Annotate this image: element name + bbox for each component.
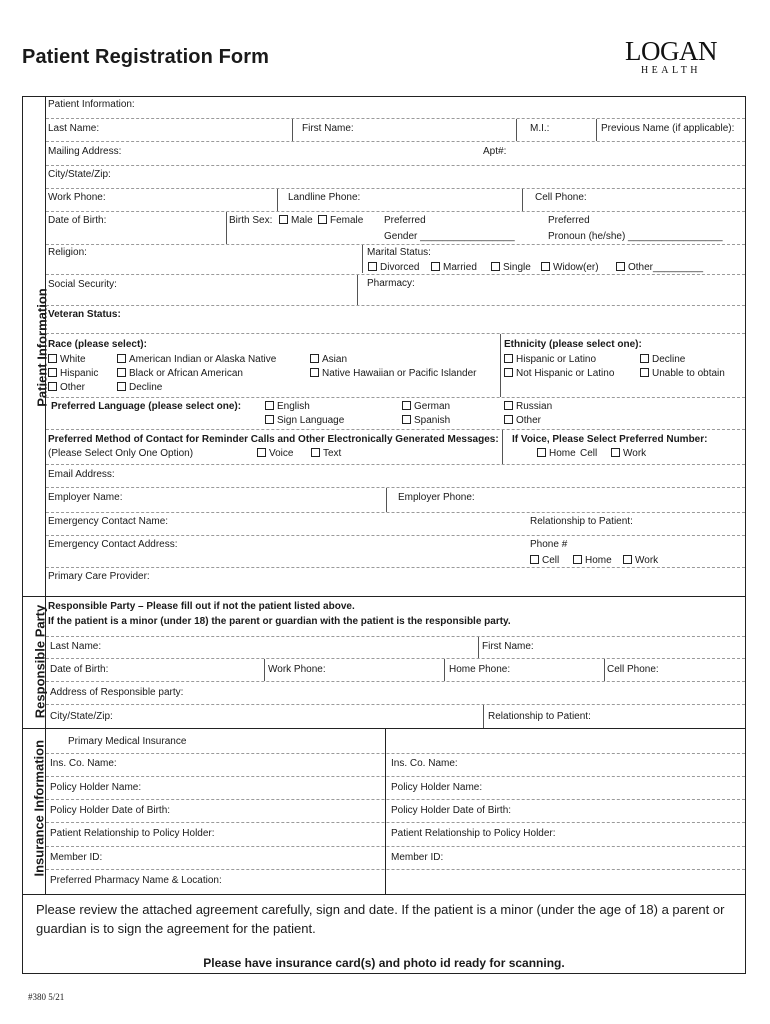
checkbox-icon bbox=[310, 368, 319, 377]
responsible-note-1: Responsible Party – Please fill out if not the patient listed above. bbox=[48, 601, 355, 612]
rule bbox=[46, 636, 745, 637]
eth-unable-checkbox[interactable] bbox=[640, 368, 725, 380]
single-label: Single bbox=[503, 262, 531, 273]
voice-work-label: Work bbox=[623, 448, 647, 459]
checkbox-icon bbox=[279, 215, 288, 224]
rule bbox=[46, 658, 745, 659]
rule bbox=[46, 274, 745, 275]
divider bbox=[357, 275, 358, 305]
contact-voice-checkbox[interactable] bbox=[257, 448, 293, 460]
race-decline-label: Decline bbox=[129, 382, 163, 393]
resp-first-name-field[interactable]: First Name: bbox=[482, 641, 534, 652]
race-hawaiian-label: Native Hawaiian or Pacific Islander bbox=[322, 368, 477, 379]
checkbox-icon bbox=[504, 401, 513, 410]
eth-decline-label: Decline bbox=[652, 354, 686, 365]
race-decline-checkbox[interactable] bbox=[117, 382, 162, 394]
cell-phone-field[interactable]: Cell Phone: bbox=[535, 192, 587, 203]
rule bbox=[46, 869, 745, 870]
race-header: Race (please select): bbox=[48, 339, 147, 350]
ins2-member-id-field[interactable]: Member ID: bbox=[391, 852, 444, 863]
emergency-contact-name-field[interactable]: Emergency Contact Name: bbox=[48, 516, 169, 527]
rule bbox=[46, 244, 745, 245]
race-white-label: White bbox=[60, 354, 86, 365]
email-field[interactable]: Email Address: bbox=[48, 469, 115, 480]
divider bbox=[478, 637, 479, 658]
resp-relationship-field[interactable]: Relationship to Patient: bbox=[488, 711, 591, 722]
lang-english-checkbox[interactable] bbox=[265, 401, 310, 413]
divider bbox=[522, 189, 523, 211]
married-label: Married bbox=[443, 262, 477, 273]
lang-other-checkbox[interactable] bbox=[504, 415, 541, 427]
ins1-relationship-field[interactable]: Patient Relationship to Policy Holder: bbox=[50, 828, 215, 839]
primary-insurance-label: Primary Medical Insurance bbox=[68, 736, 187, 747]
resp-last-name-field[interactable]: Last Name: bbox=[50, 641, 102, 652]
race-hispanic-label: Hispanic bbox=[60, 368, 99, 379]
divorced-label: Divorced bbox=[380, 262, 420, 273]
contact-voice-label: Voice bbox=[269, 448, 294, 459]
apt-field[interactable]: Apt#: bbox=[483, 146, 507, 157]
agreement-note: Please review the attached agreement carefully, sign and date. If the patient is a minor (under the age of 18) a parent or guardian is to sign the agreement for the patient. bbox=[36, 902, 725, 936]
race-white-checkbox[interactable] bbox=[48, 354, 86, 366]
checkbox-icon bbox=[48, 354, 57, 363]
lang-russian-label: Russian bbox=[516, 401, 553, 412]
contact-method-header: Preferred Method of Contact for Reminder Calls and Other Electronically Generated Messages: bbox=[48, 434, 499, 445]
voice-home-label: Home bbox=[549, 448, 576, 459]
contact-method-sub: (Please Select Only One Option) bbox=[48, 448, 194, 459]
pharmacy-field[interactable]: Pharmacy: bbox=[367, 278, 415, 289]
divorced-checkbox[interactable] bbox=[368, 262, 419, 274]
social-security-field[interactable]: Social Security: bbox=[48, 279, 117, 290]
primary-care-provider-field[interactable]: Primary Care Provider: bbox=[48, 571, 150, 582]
first-name-field[interactable]: First Name: bbox=[302, 123, 354, 134]
logo-subtitle: HEALTH bbox=[640, 65, 702, 76]
divider bbox=[604, 659, 605, 681]
rule bbox=[46, 822, 745, 823]
lang-sign-checkbox[interactable] bbox=[265, 415, 344, 427]
checkbox-icon bbox=[402, 415, 411, 424]
preferred-pronoun-field[interactable]: Pronoun (he/she) _________________ bbox=[548, 231, 723, 242]
other-marital-label: Other_________ bbox=[628, 262, 704, 273]
ins2-holder-dob-field[interactable]: Policy Holder Date of Birth: bbox=[391, 805, 512, 816]
resp-city-field[interactable]: City/State/Zip: bbox=[50, 711, 113, 722]
city-state-zip-field[interactable]: City/State/Zip: bbox=[48, 169, 111, 180]
work-phone-field[interactable]: Work Phone: bbox=[48, 192, 106, 203]
contact-text-checkbox[interactable] bbox=[311, 448, 341, 460]
checkbox-icon bbox=[402, 401, 411, 410]
dob-field[interactable]: Date of Birth: bbox=[48, 215, 107, 226]
checkbox-icon bbox=[504, 354, 513, 363]
checkbox-icon bbox=[48, 368, 57, 377]
rule bbox=[46, 397, 745, 398]
ins2-holder-field[interactable]: Policy Holder Name: bbox=[391, 782, 483, 793]
rule bbox=[46, 681, 745, 682]
emergency-phone-label: Phone # bbox=[530, 539, 568, 550]
checkbox-icon bbox=[257, 448, 266, 457]
emerg-home-checkbox[interactable] bbox=[573, 555, 612, 567]
rule bbox=[46, 333, 745, 334]
checkbox-icon bbox=[117, 368, 126, 377]
eth-not-hispanic-label: Not Hispanic or Latino bbox=[516, 368, 615, 379]
voice-work-checkbox[interactable] bbox=[611, 448, 646, 460]
checkbox-icon bbox=[117, 354, 126, 363]
rule bbox=[46, 846, 745, 847]
checkbox-icon bbox=[616, 262, 625, 271]
ins1-company-field[interactable]: Ins. Co. Name: bbox=[50, 758, 117, 769]
checkbox-icon bbox=[368, 262, 377, 271]
race-hispanic-checkbox[interactable] bbox=[48, 368, 98, 380]
rule bbox=[46, 118, 745, 119]
checkbox-icon bbox=[504, 368, 513, 377]
rule bbox=[46, 165, 745, 166]
married-checkbox[interactable] bbox=[431, 262, 477, 274]
male-checkbox[interactable] bbox=[279, 215, 313, 227]
checkbox-icon bbox=[611, 448, 620, 457]
checkbox-icon bbox=[431, 262, 440, 271]
eth-unable-label: Unable to obtain bbox=[652, 368, 725, 379]
resp-cell-phone-field[interactable]: Cell Phone: bbox=[607, 664, 659, 675]
checkbox-icon bbox=[318, 215, 327, 224]
divider bbox=[292, 119, 293, 141]
resp-work-phone-field[interactable]: Work Phone: bbox=[268, 664, 326, 675]
rule bbox=[46, 753, 745, 754]
employer-phone-field[interactable]: Employer Phone: bbox=[398, 492, 475, 503]
birth-sex-label: Birth Sex: bbox=[229, 215, 273, 226]
resp-dob-field[interactable]: Date of Birth: bbox=[50, 664, 109, 675]
divider bbox=[386, 488, 387, 512]
scan-reminder: Please have insurance card(s) and photo id ready for scanning. bbox=[203, 956, 565, 970]
preferred-pharmacy-field[interactable]: Preferred Pharmacy Name & Location: bbox=[50, 875, 222, 886]
divider bbox=[362, 245, 363, 273]
lang-spanish-label: Spanish bbox=[414, 415, 451, 426]
rule bbox=[46, 776, 745, 777]
rule bbox=[46, 799, 745, 800]
lang-russian-checkbox[interactable] bbox=[504, 401, 552, 413]
rule bbox=[46, 464, 745, 465]
section-label-insurance: Insurance Information bbox=[31, 739, 47, 877]
employer-name-field[interactable]: Employer Name: bbox=[48, 492, 123, 503]
lang-sign-label: Sign Language bbox=[277, 415, 345, 426]
checkbox-icon bbox=[117, 382, 126, 391]
ins1-holder-dob-field[interactable]: Policy Holder Date of Birth: bbox=[50, 805, 171, 816]
preferred-gender-label: Preferred bbox=[384, 215, 426, 226]
rule bbox=[46, 704, 745, 705]
voice-home-checkbox[interactable] bbox=[537, 448, 576, 460]
divider bbox=[444, 659, 445, 681]
race-other-checkbox[interactable] bbox=[48, 382, 85, 394]
checkbox-icon bbox=[311, 448, 320, 457]
logo-wordmark: LOGAN bbox=[625, 36, 717, 66]
checkbox-icon bbox=[640, 354, 649, 363]
race-amind-label: American Indian or Alaska Native bbox=[129, 354, 277, 365]
rule bbox=[46, 429, 745, 430]
responsible-note-2: If the patient is a minor (under 18) the parent or guardian with the patient is the responsible party. bbox=[48, 616, 511, 627]
divider bbox=[277, 189, 278, 211]
checkbox-icon bbox=[573, 555, 582, 564]
eth-not-hispanic-checkbox[interactable] bbox=[504, 368, 614, 380]
ins1-member-id-field[interactable]: Member ID: bbox=[50, 852, 103, 863]
checkbox-icon bbox=[491, 262, 500, 271]
marital-status-label: Marital Status: bbox=[367, 247, 431, 258]
divider bbox=[264, 659, 265, 681]
patient-info-header: Patient Information: bbox=[48, 99, 135, 110]
preferred-pronoun-label: Preferred bbox=[548, 215, 590, 226]
eth-hispanic-label: Hispanic or Latino bbox=[516, 354, 597, 365]
resp-address-field[interactable]: Address of Responsible party: bbox=[50, 687, 184, 698]
section-rule bbox=[23, 894, 746, 895]
checkbox-icon bbox=[541, 262, 550, 271]
section-label-responsible: Responsible Party bbox=[32, 604, 48, 719]
race-other-label: Other bbox=[60, 382, 86, 393]
previous-name-field[interactable]: Previous Name (if applicable): bbox=[601, 123, 735, 134]
eth-hispanic-checkbox[interactable] bbox=[504, 354, 596, 366]
race-asian-label: Asian bbox=[322, 354, 348, 365]
checkbox-icon bbox=[640, 368, 649, 377]
lang-german-checkbox[interactable] bbox=[402, 401, 450, 413]
lang-german-label: German bbox=[414, 401, 451, 412]
divider bbox=[596, 119, 597, 141]
rule bbox=[46, 567, 745, 568]
checkbox-icon bbox=[310, 354, 319, 363]
female-label: Female bbox=[330, 215, 364, 226]
mailing-address-field[interactable]: Mailing Address: bbox=[48, 146, 122, 157]
divider bbox=[483, 705, 484, 728]
checkbox-icon bbox=[623, 555, 632, 564]
logan-health-logo bbox=[612, 38, 730, 77]
checkbox-icon bbox=[265, 401, 274, 410]
voice-cell-label: Cell bbox=[580, 448, 598, 459]
eth-decline-checkbox[interactable] bbox=[640, 354, 685, 366]
checkbox-icon bbox=[537, 448, 546, 457]
rule bbox=[46, 141, 745, 142]
widow-label: Widow(er) bbox=[553, 262, 599, 273]
preferred-gender-field[interactable]: Gender _________________ bbox=[384, 231, 515, 242]
race-hawaiian-checkbox[interactable] bbox=[310, 368, 477, 380]
emerg-cell-checkbox[interactable] bbox=[530, 555, 559, 567]
section-rule bbox=[23, 596, 746, 597]
race-asian-checkbox[interactable] bbox=[310, 354, 347, 366]
lang-english-label: English bbox=[277, 401, 310, 412]
ins1-holder-field[interactable]: Policy Holder Name: bbox=[50, 782, 142, 793]
rule bbox=[46, 211, 745, 212]
emergency-contact-address-field[interactable]: Emergency Contact Address: bbox=[48, 539, 178, 550]
race-amind-checkbox[interactable] bbox=[117, 354, 276, 366]
lang-other-label: Other bbox=[516, 415, 542, 426]
race-black-checkbox[interactable] bbox=[117, 368, 243, 380]
page-title: Patient Registration Form bbox=[22, 46, 269, 68]
emerg-cell-label: Cell bbox=[542, 555, 560, 566]
religion-field[interactable]: Religion: bbox=[48, 247, 87, 258]
last-name-field[interactable]: Last Name: bbox=[48, 123, 100, 134]
ethnicity-header: Ethnicity (please select one): bbox=[504, 339, 642, 350]
form-number: #380 5/21 bbox=[28, 992, 65, 1002]
ins2-relationship-field[interactable]: Patient Relationship to Policy Holder: bbox=[391, 828, 556, 839]
language-header: Preferred Language (please select one): bbox=[51, 401, 242, 412]
checkbox-icon bbox=[48, 382, 57, 391]
ins2-company-field[interactable]: Ins. Co. Name: bbox=[391, 758, 458, 769]
landline-phone-field[interactable]: Landline Phone: bbox=[288, 192, 361, 203]
rule bbox=[46, 487, 745, 488]
rule bbox=[46, 512, 745, 513]
voice-cell-checkbox[interactable] bbox=[580, 448, 597, 460]
divider bbox=[516, 119, 517, 141]
section-label-patient: Patient Information bbox=[34, 288, 50, 407]
emerg-home-label: Home bbox=[585, 555, 612, 566]
checkbox-icon bbox=[530, 555, 539, 564]
mi-field[interactable]: M.I.: bbox=[530, 123, 550, 134]
emerg-work-checkbox[interactable] bbox=[623, 555, 658, 567]
rule bbox=[46, 188, 745, 189]
divider bbox=[502, 430, 503, 464]
resp-home-phone-field[interactable]: Home Phone: bbox=[449, 664, 511, 675]
rule bbox=[46, 305, 745, 306]
divider bbox=[500, 334, 501, 397]
checkbox-icon bbox=[265, 415, 274, 424]
veteran-status-field[interactable]: Veteran Status: bbox=[48, 309, 121, 320]
rule bbox=[46, 535, 745, 536]
emerg-work-label: Work bbox=[635, 555, 659, 566]
voice-number-header: If Voice, Please Select Preferred Number: bbox=[512, 434, 708, 445]
race-black-label: Black or African American bbox=[129, 368, 243, 379]
widow-checkbox[interactable] bbox=[541, 262, 599, 274]
lang-spanish-checkbox[interactable] bbox=[402, 415, 450, 427]
checkbox-icon bbox=[504, 415, 513, 424]
other-marital-checkbox[interactable] bbox=[616, 262, 703, 274]
male-label: Male bbox=[291, 215, 313, 226]
single-checkbox[interactable] bbox=[491, 262, 531, 274]
divider bbox=[226, 212, 227, 244]
female-checkbox[interactable] bbox=[318, 215, 363, 227]
emergency-relationship-field[interactable]: Relationship to Patient: bbox=[530, 516, 633, 527]
contact-text-label: Text bbox=[323, 448, 342, 459]
